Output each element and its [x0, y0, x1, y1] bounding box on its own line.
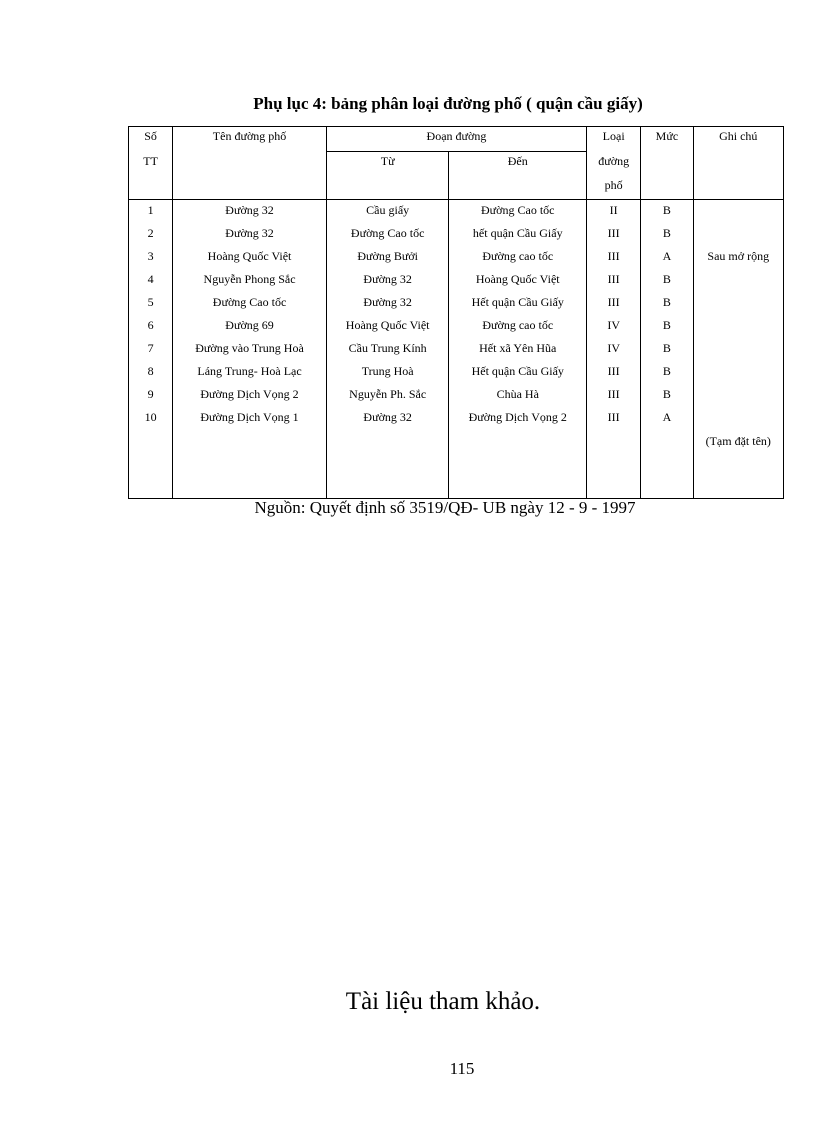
table-row — [129, 200, 784, 225]
cell-from: Đường Cao tốc — [326, 224, 449, 247]
cell-from: Hoàng Quốc Việt — [326, 316, 449, 339]
cell-stt: 5 — [129, 293, 173, 316]
cell-type: IV — [587, 316, 641, 339]
cell-to: Hết quận Cầu Giấy — [449, 362, 587, 385]
table-header-row — [129, 175, 784, 200]
cell-note — [693, 200, 783, 225]
cell-level: B — [641, 270, 693, 293]
table-header-row — [129, 127, 784, 152]
cell-from: Cầu giấy — [326, 200, 449, 225]
cell-level: A — [641, 247, 693, 270]
cell-to: hết quận Cầu Giấy — [449, 224, 587, 247]
table-row — [129, 339, 784, 362]
cell-from: Đường Bưởi — [326, 247, 449, 270]
cell-level: B — [641, 385, 693, 408]
table-row — [129, 408, 784, 431]
cell-note — [693, 362, 783, 385]
header-note: Ghi chú — [693, 127, 783, 152]
table-row — [129, 362, 784, 385]
table-row — [129, 247, 784, 270]
cell-type: II — [587, 200, 641, 225]
cell-name: Đường Dịch Vọng 1 — [173, 408, 327, 431]
cell-note — [693, 270, 783, 293]
cell-to: Đường Cao tốc — [449, 200, 587, 225]
header-from: Từ — [326, 152, 449, 176]
cell-note — [693, 316, 783, 339]
source-citation: Nguồn: Quyết định số 3519/QĐ- UB ngày 12 - 9 - 1997 — [254, 498, 636, 517]
table-row — [129, 385, 784, 408]
cell-stt: 2 — [129, 224, 173, 247]
header-type-line1: Loại — [587, 127, 641, 152]
cell-level: B — [641, 224, 693, 247]
cell-stt: 10 — [129, 408, 173, 431]
table-blank-row — [129, 431, 784, 499]
cell-stt: 4 — [129, 270, 173, 293]
cell-type: III — [587, 408, 641, 431]
road-classification-table — [128, 126, 784, 499]
cell-type: III — [587, 247, 641, 270]
cell-from: Đường 32 — [326, 270, 449, 293]
cell-type: III — [587, 224, 641, 247]
cell-to: Hết xã Yên Hũa — [449, 339, 587, 362]
table-row — [129, 224, 784, 247]
cell-from: Nguyễn Ph. Sắc — [326, 385, 449, 408]
cell-from: Đường 32 — [326, 293, 449, 316]
cell-stt: 1 — [129, 200, 173, 225]
cell-stt: 8 — [129, 362, 173, 385]
cell-name: Đường 32 — [173, 224, 327, 247]
cell-name: Hoàng Quốc Việt — [173, 247, 327, 270]
cell-type: IV — [587, 339, 641, 362]
cell-stt: 9 — [129, 385, 173, 408]
cell-name: Đường 69 — [173, 316, 327, 339]
cell-type: III — [587, 270, 641, 293]
header-type-line2: đường — [587, 152, 641, 176]
table-header-row — [129, 152, 784, 176]
cell-to: Đường Dịch Vọng 2 — [449, 408, 587, 431]
cell-name: Đường Dịch Vọng 2 — [173, 385, 327, 408]
cell-name: Đường 32 — [173, 200, 327, 225]
cell-note — [693, 408, 783, 431]
cell-from: Đường 32 — [326, 408, 449, 431]
cell-type: III — [587, 362, 641, 385]
cell-name: Đường Cao tốc — [173, 293, 327, 316]
table-row — [129, 316, 784, 339]
cell-to: Đường cao tốc — [449, 247, 587, 270]
cell-type: III — [587, 385, 641, 408]
cell-name: Đường vào Trung Hoà — [173, 339, 327, 362]
cell-to: Hết quận Cầu Giấy — [449, 293, 587, 316]
cell-level: B — [641, 316, 693, 339]
header-level: Mức — [641, 127, 693, 152]
cell-level: A — [641, 408, 693, 431]
references-heading: Tài liệu tham khảo. — [345, 988, 541, 1015]
cell-stt: 7 — [129, 339, 173, 362]
cell-note: Sau mở rộng — [693, 247, 783, 270]
cell-level: B — [641, 362, 693, 385]
cell-note — [693, 385, 783, 408]
cell-name: Láng Trung- Hoà Lạc — [173, 362, 327, 385]
cell-to: Chùa Hà — [449, 385, 587, 408]
cell-from: Cầu Trung Kính — [326, 339, 449, 362]
cell-level: B — [641, 293, 693, 316]
cell-level: B — [641, 339, 693, 362]
cell-to: Hoàng Quốc Việt — [449, 270, 587, 293]
cell-note — [693, 293, 783, 316]
header-street-name: Tên đường phố — [173, 127, 327, 152]
cell-note — [693, 224, 783, 247]
cell-type: III — [587, 293, 641, 316]
cell-to: Đường cao tốc — [449, 316, 587, 339]
cell-note — [693, 339, 783, 362]
header-stt-line1: Số — [129, 127, 173, 152]
cell-from: Trung Hoà — [326, 362, 449, 385]
header-to: Đến — [449, 152, 587, 176]
page-number: 115 — [449, 1059, 475, 1078]
cell-level: B — [641, 200, 693, 225]
header-stt-line2: TT — [129, 152, 173, 176]
cell-name: Nguyễn Phong Sắc — [173, 270, 327, 293]
table-row — [129, 293, 784, 316]
cell-stt: 3 — [129, 247, 173, 270]
header-type-line3: phố — [587, 175, 641, 200]
table-row — [129, 270, 784, 293]
header-segment: Đoạn đường — [326, 127, 586, 152]
cell-stt: 6 — [129, 316, 173, 339]
table-footnote: (Tạm đặt tên) — [693, 431, 783, 499]
page-title: Phụ lục 4: bảng phân loại đường phố ( quận cầu giấy) — [253, 94, 643, 113]
